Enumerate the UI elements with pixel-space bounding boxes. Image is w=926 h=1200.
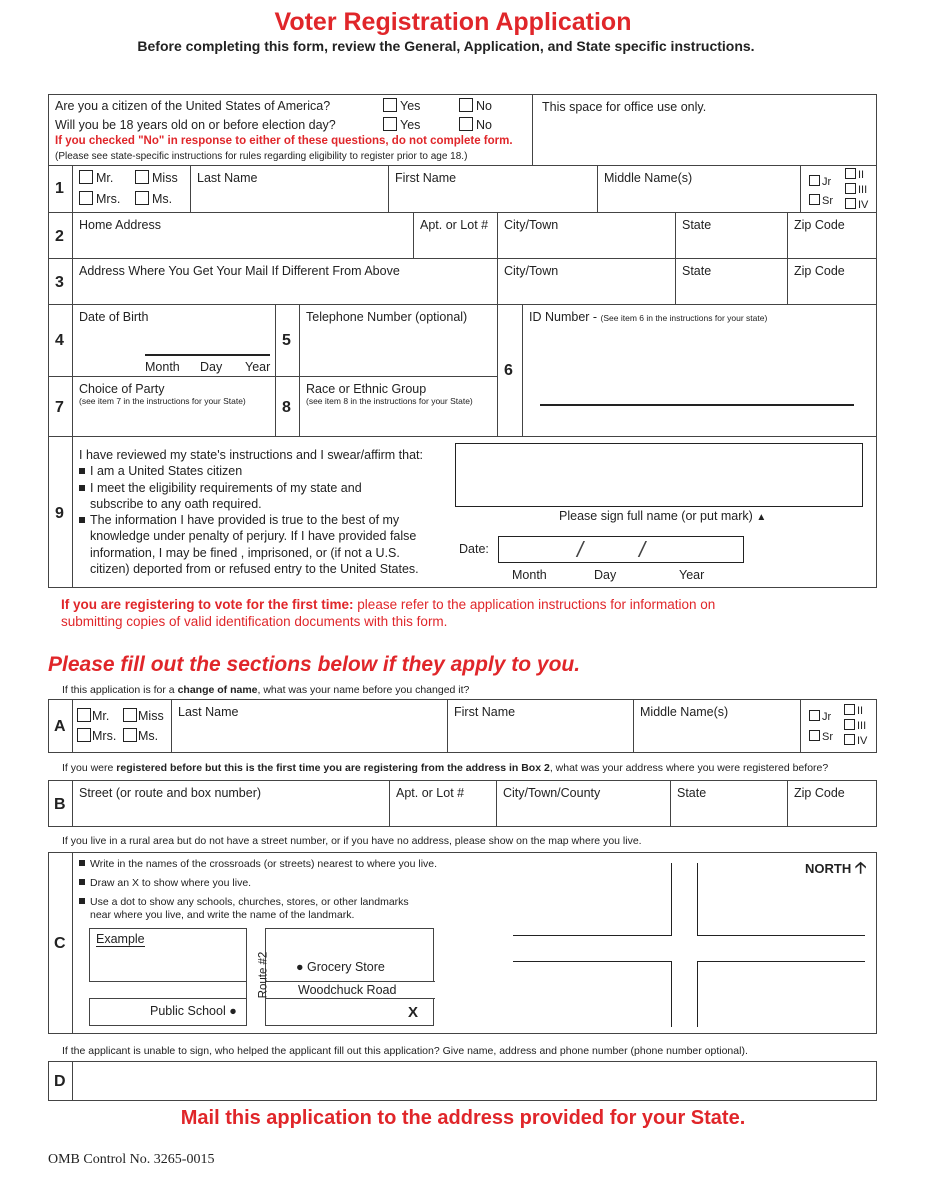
form-title: Voter Registration Application [274,8,632,36]
suffix-ii-checkbox[interactable]: II [845,168,864,181]
suffix-jr-checkbox[interactable]: Jr [809,175,831,188]
box-b-intro: If you were registered before but this is the first time you are registering from the address in Box 2, what was your address where you were registered before? [62,762,829,774]
box-7-number: 7 [48,376,73,437]
oath-section: I have reviewed my state's instructions and I swear/affirm that: I am a United States citizen I meet the eligibility requirements of my state and subscribe to any oath required. The information I have provided is true to the best of my knowledge under penalty of perjury. If I have provided false information, I may be fined , imprisoned, or (if not a U.S. citizen) deported from or refused entry to the United States. Please sign full name (or put mark) ▲ Date: / / Month Day Year [72,436,877,588]
oath-intro: I have reviewed my state's instructions and I swear/affirm that: [79,448,423,462]
title-checkboxes [72,165,191,213]
zip-field[interactable]: Zip Code [787,212,877,259]
example-map [89,928,434,1026]
title-ms-checkbox[interactable]: Ms. [135,191,172,206]
box-5-number: 5 [275,304,300,377]
rural-map-section: Write in the names of the crossroads (or streets) nearest to where you live. Draw an X to show where you live. Use a dot to show any schools, churches, stores, or other landmarks near where you live, and write the name of the landmark. Example Route #2 ● Grocery Store Woodchuck Road Public School ● X NORTH 🡡 [72,852,877,1034]
map-instruction: Write in the names of the crossroads (or streets) nearest to where you live. [79,858,437,871]
dob-year-label: Year [245,360,271,374]
prev-apt-field[interactable]: Apt. or Lot # [389,780,497,827]
prev-state-field[interactable]: State [670,780,788,827]
map-instruction: Draw an X to show where you live. [79,877,437,890]
suffix-iv-checkbox[interactable]: IV [845,198,868,211]
section-heading: Please fill out the sections below if they apply to you. [48,653,581,676]
map-instruction: Use a dot to show any schools, churches, stores, or other landmarks [79,896,437,909]
box-d-letter: D [48,1061,73,1101]
citizen-yes-checkbox[interactable]: Yes [383,98,420,113]
telephone-field[interactable]: Telephone Number (optional) [299,304,498,377]
prev-title-checkboxes [72,699,172,753]
apt-field[interactable]: Apt. or Lot # [413,212,498,259]
dot-icon: ● [229,1004,237,1018]
mail-state-field[interactable]: State [675,258,788,305]
id-number-field[interactable]: ID Number - (See item 6 in the instructions for your state) [522,304,877,437]
prev-street-field[interactable]: Street (or route and box number) [72,780,390,827]
prev-last-name-field[interactable]: Last Name [171,699,448,753]
date-of-birth-field[interactable]: Date of Birth Month Day Year [72,304,276,377]
grocery-store-landmark: ● Grocery Store [296,960,385,974]
prev-zip-field[interactable]: Zip Code [787,780,877,827]
middle-name-field[interactable]: Middle Name(s) [597,165,801,213]
prev-title-miss-checkbox[interactable]: Miss [123,708,164,723]
state-field[interactable]: State [675,212,788,259]
home-address-field[interactable]: Home Address [72,212,414,259]
signature-box[interactable] [455,443,863,507]
title-mr-checkbox[interactable]: Mr. [79,170,113,185]
omb-control-number: OMB Control No. 3265-0015 [48,1152,215,1167]
citizen-question: Are you a citizen of the United States of America? [55,99,331,113]
oath-item: I meet the eligibility requirements of my state and [79,480,423,496]
north-indicator: NORTH 🡡 [805,860,867,877]
prev-city-field[interactable]: City/Town/County [496,780,671,827]
box-c-letter: C [48,852,73,1034]
age-yes-checkbox[interactable]: Yes [383,117,420,132]
office-use-box: This space for office use only. [532,94,877,166]
helper-info-field[interactable] [72,1061,877,1101]
north-arrow-icon: 🡡 [854,860,867,877]
mail-city-field[interactable]: City/Town [497,258,676,305]
road-label: Woodchuck Road [298,983,397,997]
blank-map-area[interactable] [513,863,868,1028]
title-miss-checkbox[interactable]: Miss [135,170,178,185]
prev-suffix-iv-checkbox[interactable]: IV [844,734,867,747]
citizen-no-checkbox[interactable]: No [459,98,492,113]
route-label: Route #2 [257,951,270,999]
signature-date-field[interactable]: / / [498,536,744,563]
age-question: Will you be 18 years old on or before election day? [55,118,336,132]
dot-icon: ● [296,960,304,974]
box-2-number: 2 [48,212,73,259]
first-time-notice: If you are registering to vote for the first time: please refer to the application instructions for information on submitting copies of valid identification documents with this form. [61,597,716,629]
oath-item: I am a United States citizen [79,463,423,479]
date-month-label: Month [512,568,547,582]
last-name-field[interactable]: Last Name [190,165,389,213]
prev-suffix-jr-checkbox[interactable]: Jr [809,710,831,723]
suffix-checkboxes [800,165,877,213]
oath-item: The information I have provided is true to the best of my [79,512,423,528]
box-b-letter: B [48,780,73,827]
prev-title-mrs-checkbox[interactable]: Mrs. [77,728,116,743]
box-6-number: 6 [497,304,523,437]
example-label: Example [96,932,145,946]
dob-day-label: Day [200,360,223,374]
prev-suffix-checkboxes [800,699,877,753]
prev-first-name-field[interactable]: First Name [447,699,634,753]
age-no-checkbox[interactable]: No [459,117,492,132]
box-a-intro: If this application is for a change of name, what was your name before you changed it? [62,684,470,696]
title-mrs-checkbox[interactable]: Mrs. [79,191,120,206]
prev-suffix-ii-checkbox[interactable]: II [844,704,863,717]
box-d-intro: If the applicant is unable to sign, who helped the applicant fill out this application? Give name, address and phone number (phone number optional). [62,1045,748,1057]
suffix-iii-checkbox[interactable]: III [845,183,867,196]
mail-instruction: Mail this application to the address provided for your State. [180,1107,746,1129]
prev-suffix-sr-checkbox[interactable]: Sr [809,730,833,743]
eligibility-note: (Please see state-specific instructions for rules regarding eligibility to register prior to age 18.) [55,151,468,162]
first-name-field[interactable]: First Name [388,165,598,213]
prev-middle-name-field[interactable]: Middle Name(s) [633,699,801,753]
date-year-label: Year [679,568,705,582]
sign-instruction: Please sign full name (or put mark) ▲ [559,509,767,523]
box-a-letter: A [48,699,73,753]
box-9-number: 9 [48,436,73,588]
box-1-number: 1 [48,165,73,213]
box-3-number: 3 [48,258,73,305]
public-school-landmark: Public School ● [150,1004,237,1018]
race-field[interactable]: Race or Ethnic Group (see item 8 in the instructions for your State) [299,376,498,437]
party-field[interactable]: Choice of Party (see item 7 in the instructions for your State) [72,376,276,437]
date-day-label: Day [594,568,617,582]
date-label: Date: [459,542,489,556]
prev-title-mr-checkbox[interactable]: Mr. [77,708,109,723]
prev-title-ms-checkbox[interactable]: Ms. [123,728,158,743]
dob-month-label: Month [145,360,180,374]
mailing-address-field[interactable]: Address Where You Get Your Mail If Different From Above [72,258,498,305]
prev-suffix-iii-checkbox[interactable]: III [844,719,866,732]
box-4-number: 4 [48,304,73,377]
home-x-mark: X [408,1004,419,1021]
form-subtitle: Before completing this form, review the General, Application, and State specific instructions. [137,38,755,54]
box-8-number: 8 [275,376,300,437]
suffix-sr-checkbox[interactable]: Sr [809,194,833,207]
mail-zip-field[interactable]: Zip Code [787,258,877,305]
box-c-intro: If you live in a rural area but do not have a street number, or if you have no address, please show on the map where you live. [62,835,642,847]
eligibility-warning: If you checked "No" in response to either of these questions, do not complete form. [55,135,513,147]
city-field[interactable]: City/Town [497,212,676,259]
arrow-up-icon: ▲ [756,512,767,523]
eligibility-section [48,94,533,166]
